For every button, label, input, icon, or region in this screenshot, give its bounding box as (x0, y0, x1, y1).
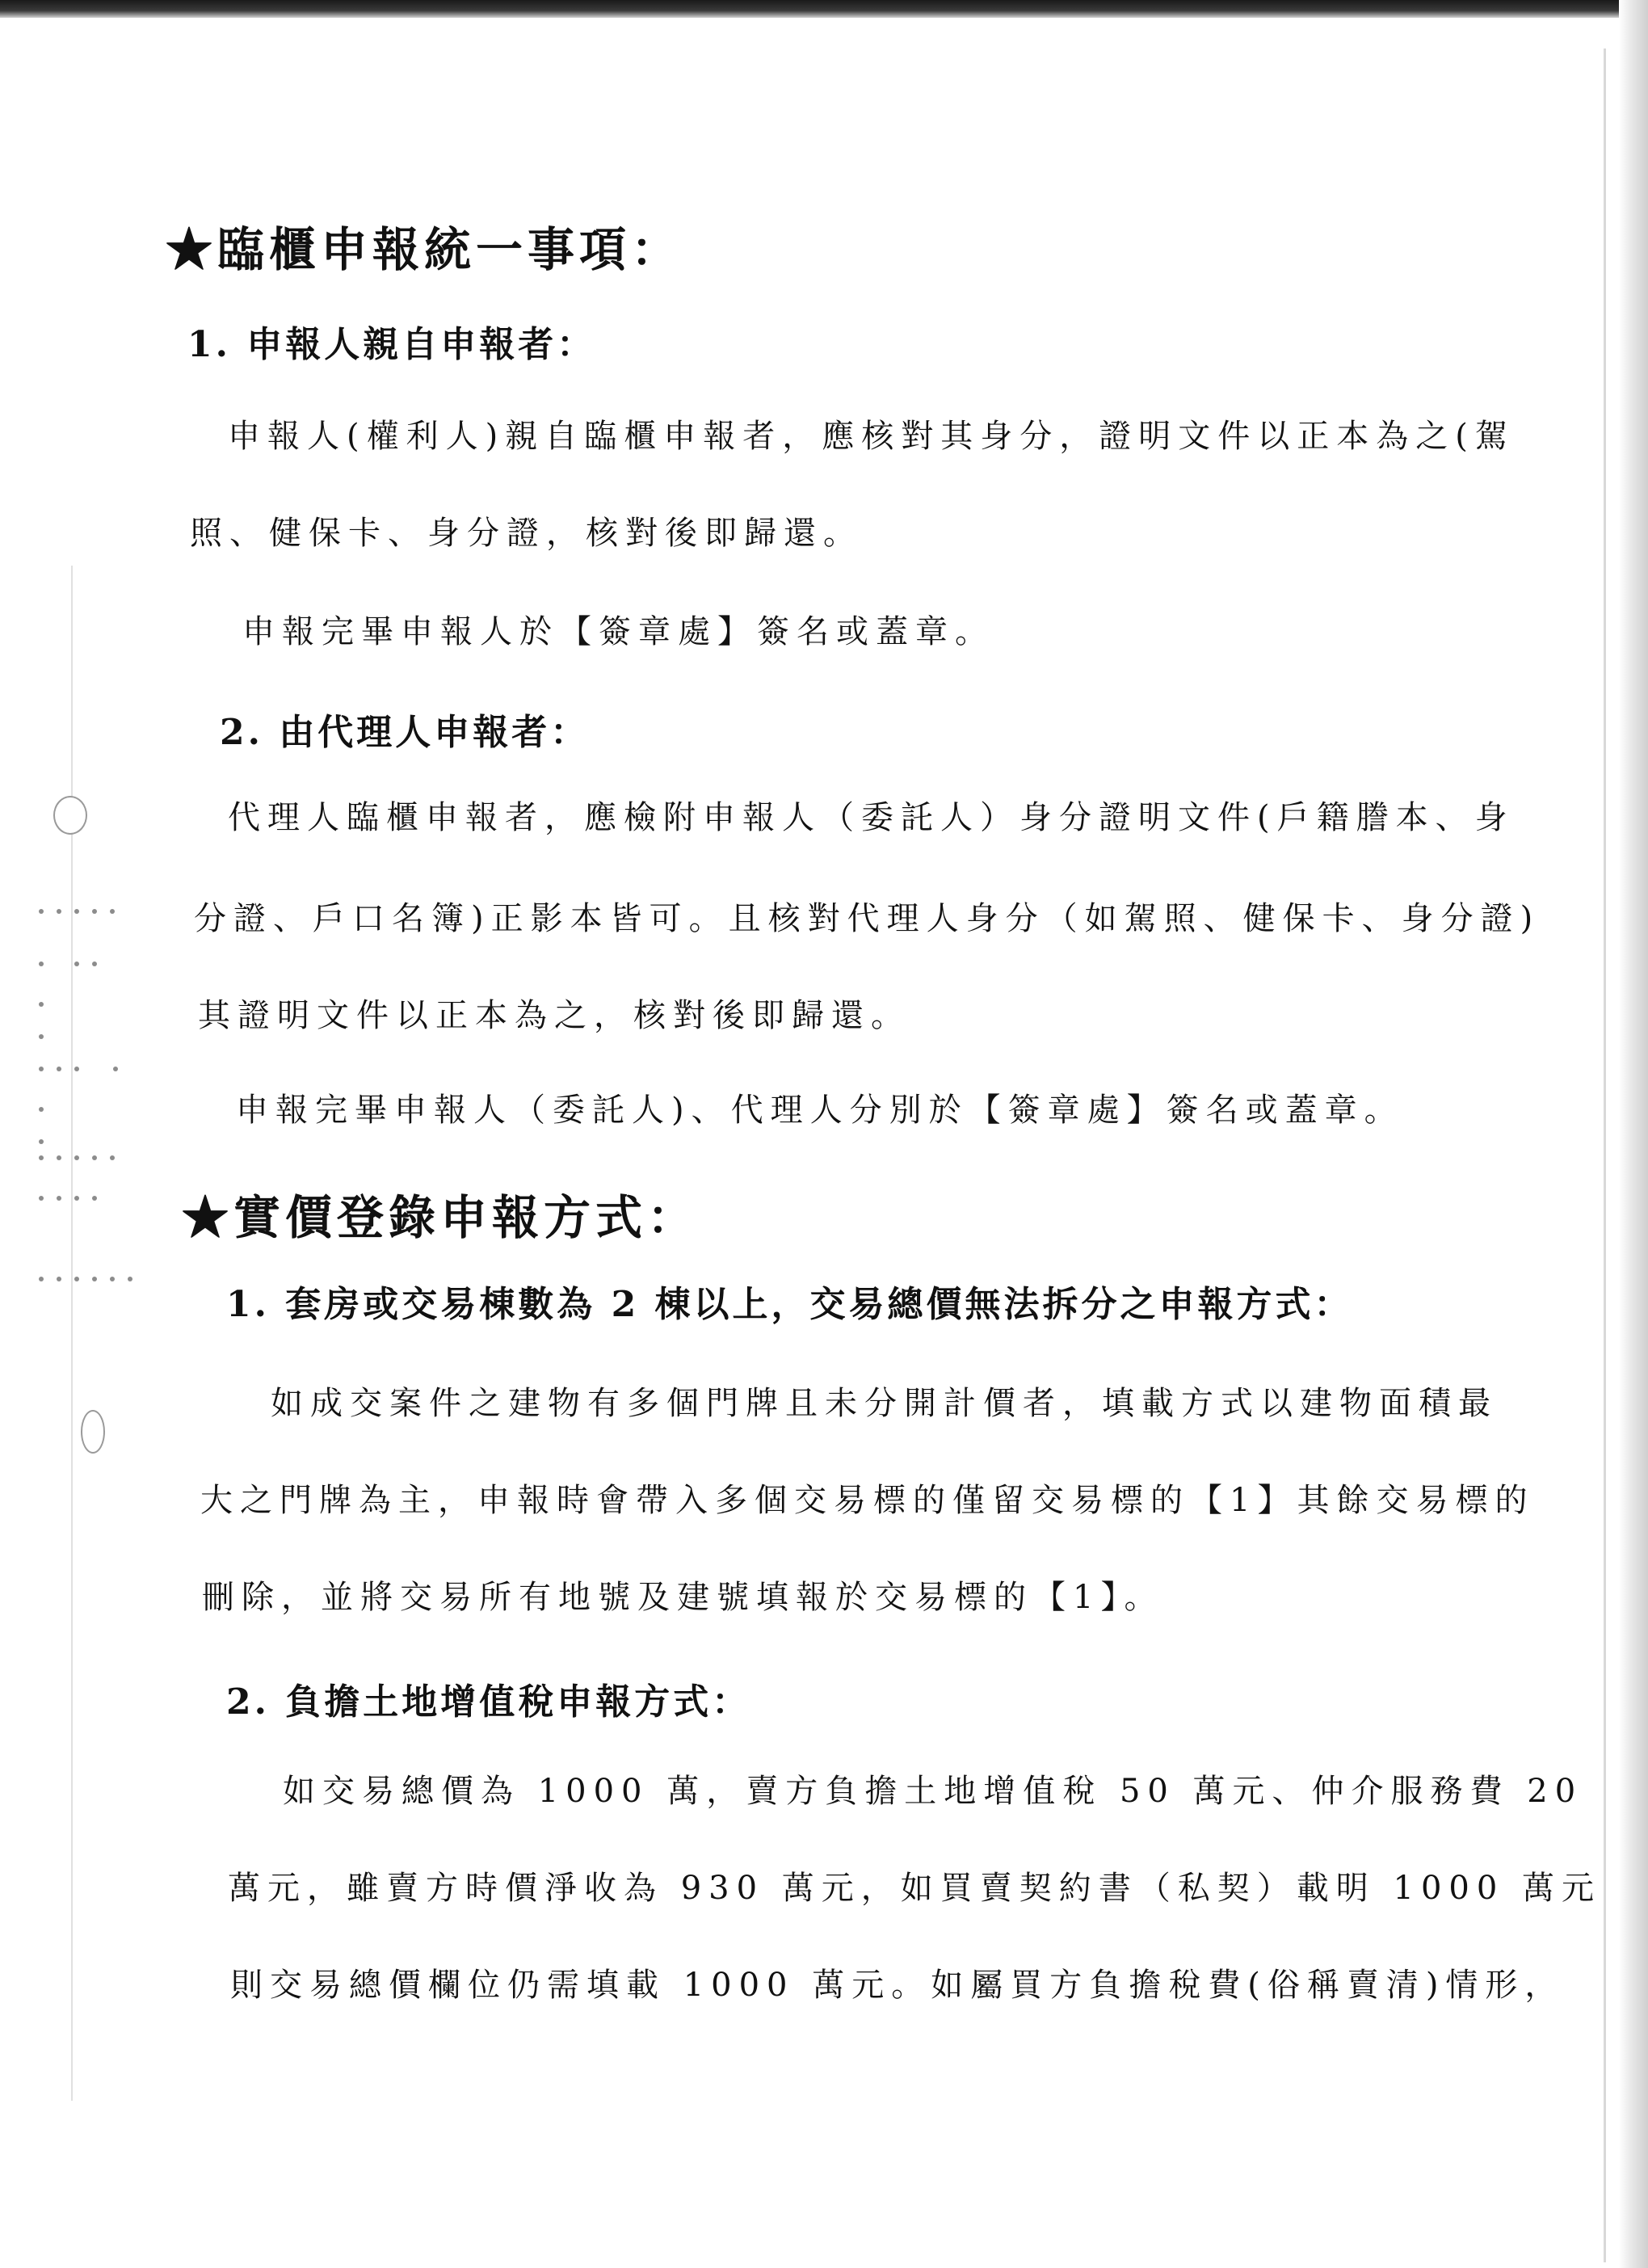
paragraph-line: 大之門牌為主，申報時會帶入多個交易標的僅留交易標的【1】其餘交易標的 (200, 1482, 1535, 1519)
paragraph-line: 如交易總價為 1000 萬，賣方負擔土地增值稅 50 萬元、仲介服務費 20 (283, 1773, 1583, 1810)
item-title-agent-filing: 2. 由代理人申報者： (220, 712, 590, 753)
perf-dot (74, 1196, 79, 1201)
perf-dot (39, 961, 44, 966)
perf-dot (57, 909, 61, 914)
item-title-multi-unit-filing: 1. 套房或交易棟數為 2 棟以上，交易總價無法拆分之申報方式： (226, 1284, 1353, 1325)
scan-shadow-right (1619, 0, 1648, 2268)
paragraph-line: 萬元，雖賣方時價淨收為 930 萬元，如買賣契約書（私契）載明 1000 萬元 (228, 1870, 1602, 1907)
page-fold-line (1604, 48, 1606, 2262)
perf-dot (39, 1196, 44, 1201)
perf-dot (92, 1277, 97, 1281)
perf-dot (57, 1067, 61, 1071)
perf-dot (92, 909, 97, 914)
section-title-counter-filing: ★臨櫃申報統一事項： (166, 222, 683, 277)
perf-dot (57, 1277, 61, 1281)
paragraph-line: 則交易總價欄位仍需填載 1000 萬元。如屬買方負擔稅費(俗稱賣清)情形， (230, 1967, 1565, 2004)
perf-dot (57, 1196, 61, 1201)
paragraph-line: 代理人臨櫃申報者，應檢附申報人（委託人）身分證明文件(戶籍謄本、身 (228, 799, 1515, 836)
perf-dot (110, 1155, 115, 1160)
paragraph-line: 申報人(權利人)親自臨櫃申報者，應核對其身分，證明文件以正本為之(駕 (228, 418, 1515, 455)
perf-dot (74, 961, 79, 966)
scan-shadow-top (0, 0, 1648, 18)
paragraph-line: 刪除，並將交易所有地號及建號填報於交易標的【1】。 (202, 1579, 1164, 1616)
perf-dot (74, 1277, 79, 1281)
item-title-self-filing: 1. 申報人親自申報者： (187, 324, 596, 365)
punch-hole-top (53, 796, 87, 835)
item-title-land-tax-filing: 2. 負擔土地增值稅申報方式： (226, 1681, 751, 1723)
perf-dot (39, 1277, 44, 1281)
perf-dot (110, 909, 115, 914)
perf-dot (39, 1002, 44, 1007)
paragraph-line: 申報完畢申報人（委託人)、代理人分別於【簽章處】簽名或蓋章。 (236, 1092, 1404, 1129)
perf-dot (92, 961, 97, 966)
section-title-price-registration: ★實價登錄申報方式： (182, 1190, 700, 1245)
perf-dot (39, 1067, 44, 1071)
perf-dot (92, 1155, 97, 1160)
perf-dot (74, 909, 79, 914)
perf-dot (39, 1107, 44, 1112)
perf-dot (113, 1067, 118, 1071)
paragraph-line: 申報完畢申報人於【簽章處】簽名或蓋章。 (242, 613, 994, 650)
punch-hole-bottom (81, 1410, 105, 1454)
perf-dot (74, 1155, 79, 1160)
paragraph-line: 分證、戶口名簿)正影本皆可。且核對代理人身分（如駕照、健保卡、身分證) (194, 900, 1541, 937)
perf-dot (57, 1155, 61, 1160)
perf-dot (110, 1277, 115, 1281)
perf-dot (39, 1034, 44, 1039)
paragraph-line: 照、健保卡、身分證，核對後即歸還。 (190, 515, 863, 552)
perf-dot (39, 909, 44, 914)
paragraph-line: 如成交案件之建物有多個門牌且未分開計價者，填載方式以建物面積最 (271, 1385, 1498, 1422)
perf-dot (74, 1067, 79, 1071)
paragraph-line: 其證明文件以正本為之，核對後即歸還。 (198, 997, 910, 1034)
perf-dot (39, 1155, 44, 1160)
perf-dot (39, 1139, 44, 1144)
perf-dot (92, 1196, 97, 1201)
perf-dot (128, 1277, 132, 1281)
